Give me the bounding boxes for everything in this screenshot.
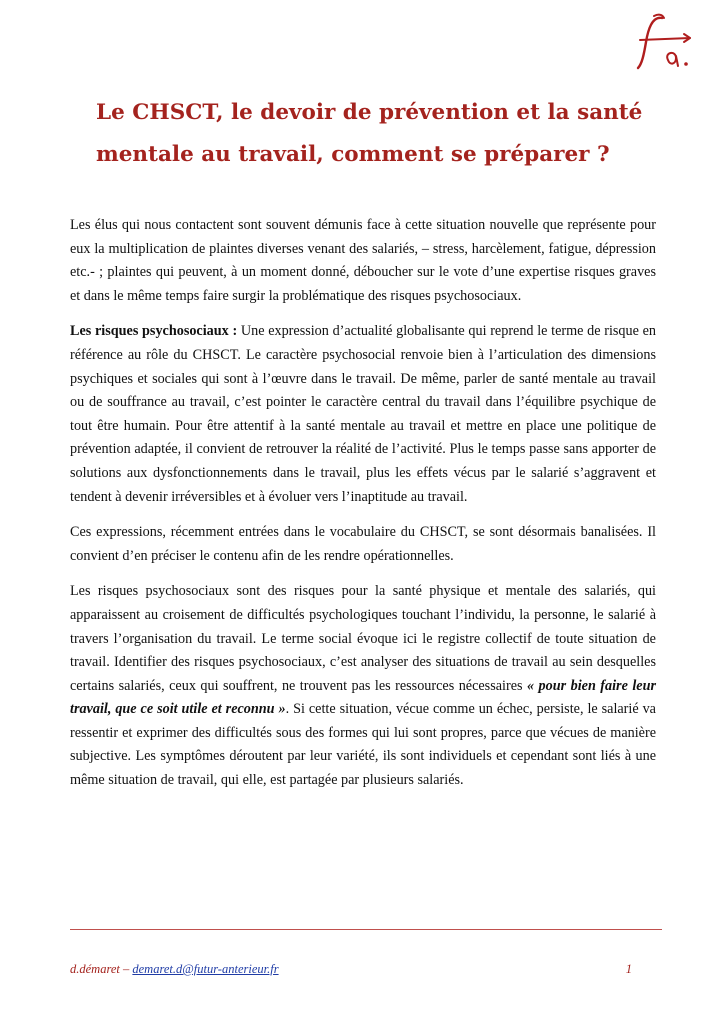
document-body	[70, 214, 656, 805]
page-footer	[70, 962, 632, 977]
definition-text: Une expression d’actualité globalisante qui reprend le terme de risque en référence au rôle du CHSCT. Le caractère psychosocial renvoie bien à l’articulation des dimensions psychiques et sociales qui sont à l’œuvre dans le travail. De même, parler de santé mentale au travail ou de souffrance au travail, c’est pointer le caractère central du travail dans l’équilibre psychique de tout être humain. Pour être attentif à la santé mentale au travail et mettre en place une politique de prévention adaptée, il convient de retrouver la réalité de l’activité. Plus le temps passe sans apporter de solutions aux dysfonctionnements dans le travail, plus les effets vécus par le salarié s’aggravent et tendent à devenir irréversibles et à évoluer vers l’inaptitude au travail.	[70, 323, 656, 505]
analysis-text-after: . Si cette situation, vécue comme un échec, persiste, le salarié va ressentir et exprimer des difficultés sous des formes qui lui sont propres, parce que vécues de manière subjective. Les symptômes déroutent par leur variété, ils sont individuels et cependant sont liés à une même situation de travail, qui elle, est partagée par plusieurs salariés.	[70, 701, 656, 789]
signature-logo-icon	[632, 12, 696, 74]
paragraph-intro: Les élus qui nous contactent sont souvent démunis face à cette situation nouvelle que représente pour eux la multiplication de plaintes diverses venant des salariés, – stress, harcèlement, fatigue, dépression etc.- ; plaintes qui peuvent, à un moment donné, déboucher sur le vote d’une expertise risques graves et dans le même temps faire surgir la problématique des risques psychosociaux.	[70, 217, 656, 304]
page-number: 1	[625, 962, 632, 976]
page-title: Le CHSCT, le devoir de prévention et la santé mentale au travail, comment se préparer ?	[96, 100, 643, 167]
paragraph-definition	[70, 320, 656, 509]
analysis-text-before: Les risques psychosociaux sont des risques pour la santé physique et mentale des salariés, qui apparaissent au croisement de difficultés psychologiques touchant l’individu, la personne, le salarié à travers l’organisation du travail. Le terme social évoque ici le registre collectif de toute situation de travail. Identifier des risques psychosociaux, c’est analyser des situations de travail au sein desquelles certains salariés, ceux qui souffrent, ne trouvent pas les ressources nécessaires	[70, 583, 656, 694]
paragraph-expressions: Ces expressions, récemment entrées dans le vocabulaire du CHSCT, se sont désormais banalisées. Il convient d’en préciser le contenu afin de les rendre opérationnelles.	[70, 524, 656, 564]
analysis-quote: « pour bien faire leur travail, que ce soit utile et reconnu »	[70, 677, 656, 718]
footer-author: d.démaret –	[70, 962, 133, 976]
definition-term: Les risques psychosociaux :	[70, 323, 238, 340]
paragraph-analysis	[70, 580, 656, 792]
footer-divider	[70, 929, 662, 930]
footer-email-link[interactable]: demaret.d@futur-anterieur.fr	[132, 962, 279, 976]
